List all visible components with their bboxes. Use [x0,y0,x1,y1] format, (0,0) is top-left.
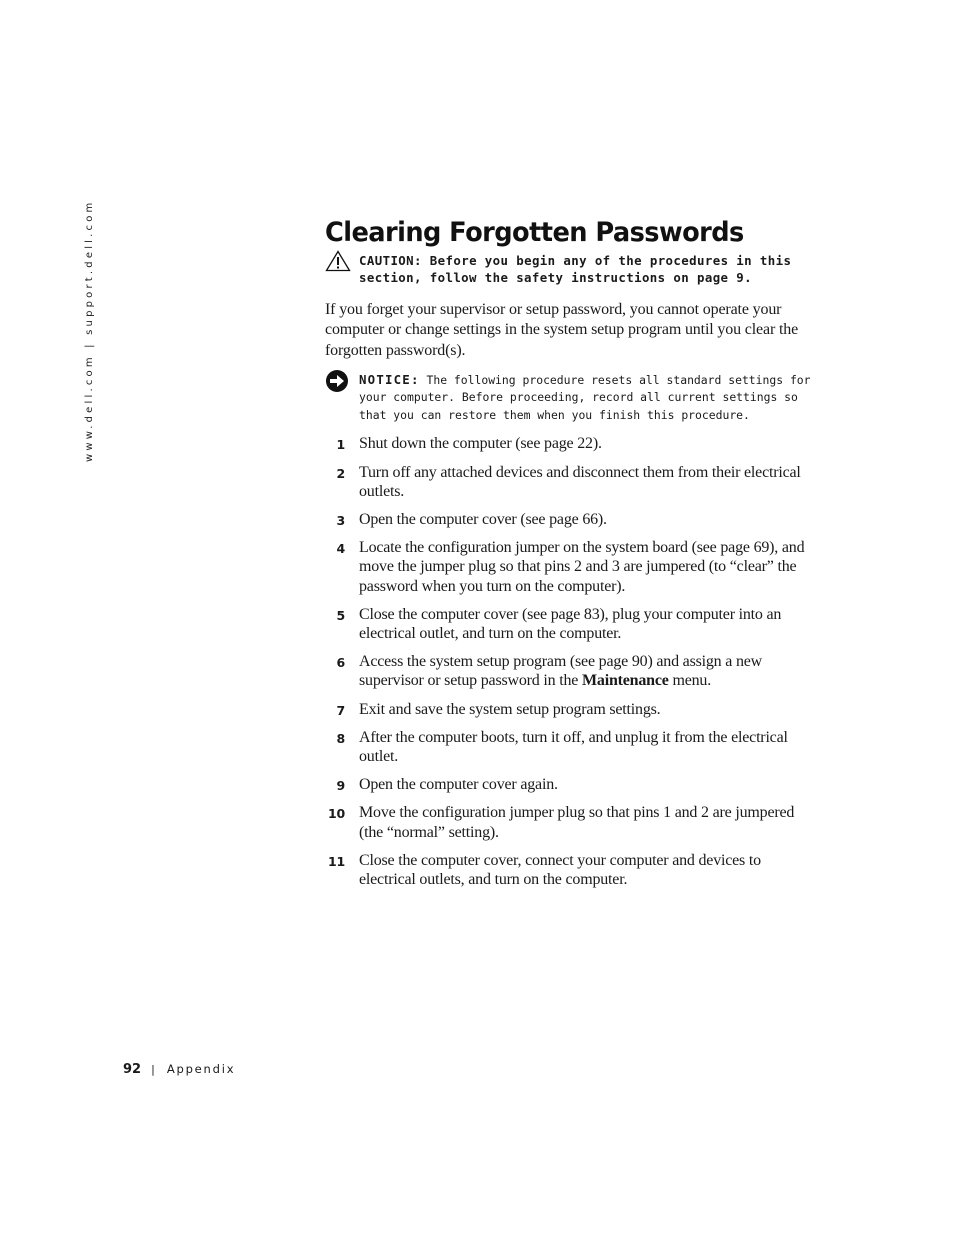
footer-separator: | [151,1063,155,1076]
side-url-text: www.dell.com | support.dell.com [84,199,95,462]
maintenance-menu-name: Maintenance [582,672,669,690]
step-number: 11 [328,853,345,869]
step-text: After the computer boots, turn it off, and unplug it from the electrical outlet. [359,728,788,766]
list-item [325,434,815,453]
notice-label: NOTICE: [359,371,420,387]
list-item [325,775,815,794]
caution-label: CAUTION: [359,253,422,268]
caution-text: Before you begin any of the procedures in this section, follow the safety instructions on page 9. [359,253,792,285]
step-text: Open the computer cover (see page 66). [359,511,607,528]
list-item [325,700,815,719]
intro-paragraph: If you forget your supervisor or setup password, you cannot operate your computer or change settings in the system setup program until you clear the forgotten password(s). [325,301,799,359]
list-item [325,605,815,643]
step-number: 7 [336,702,345,718]
step-number: 2 [336,465,345,481]
step-number: 10 [328,806,345,822]
step-text-end: menu. [668,672,712,690]
list-item [325,728,815,766]
section-name: Appendix [166,1062,236,1076]
step-text: Turn off any attached devices and disconnect them from their electrical outlets. [359,463,801,500]
step-number: 8 [336,730,345,746]
main-content [325,214,815,898]
list-item [325,510,815,529]
step-number: 3 [336,513,345,528]
step-number: 9 [336,778,345,794]
step-text: Close the computer cover, connect your computer and devices to electrical outlets, and turn on the computer. [359,851,761,889]
list-item [325,803,815,841]
step-text: Close the computer cover (see page 83), plug your computer into an electrical outlet, and turn on the computer. [359,605,782,643]
caution-callout [325,252,815,286]
step-text: Shut down the computer (see page 22). [359,435,602,453]
step-number: 4 [336,541,345,557]
page-footer [123,1062,235,1077]
step-text: Exit and save the system setup program settings. [359,700,661,718]
step-text: Locate the configuration jumper on the system board (see page 69), and move the jumper plug so that pins 2 and 3 are jumpered (to “clear” the password when you turn on the computer). [359,539,805,595]
page-number: 92 [123,1062,142,1077]
notice-text: The following procedure resets all standard settings for your computer. Before proceeding, record all current settings so that you can restore them when you finish this procedure. [359,372,811,422]
step-text: Open the computer cover again. [359,776,558,794]
notice-arrow-icon [325,369,349,399]
list-item [325,851,815,889]
list-item [325,463,815,501]
step-number: 1 [336,437,345,453]
step-text [359,653,762,689]
step-text: Move the configuration jumper plug so that pins 1 and 2 are jumpered (the “normal” setting). [359,804,795,841]
page-title: Clearing Forgotten Passwords [325,217,744,248]
steps-list [325,434,815,889]
step-number: 5 [336,607,345,623]
step-text-start: Access the system setup program (see page 90) and assign a new supervisor or setup password in the [359,653,763,690]
warning-triangle-icon [325,250,351,276]
list-item [325,652,815,690]
notice-callout [325,371,815,425]
list-item [325,538,815,596]
step-number: 6 [336,655,345,671]
